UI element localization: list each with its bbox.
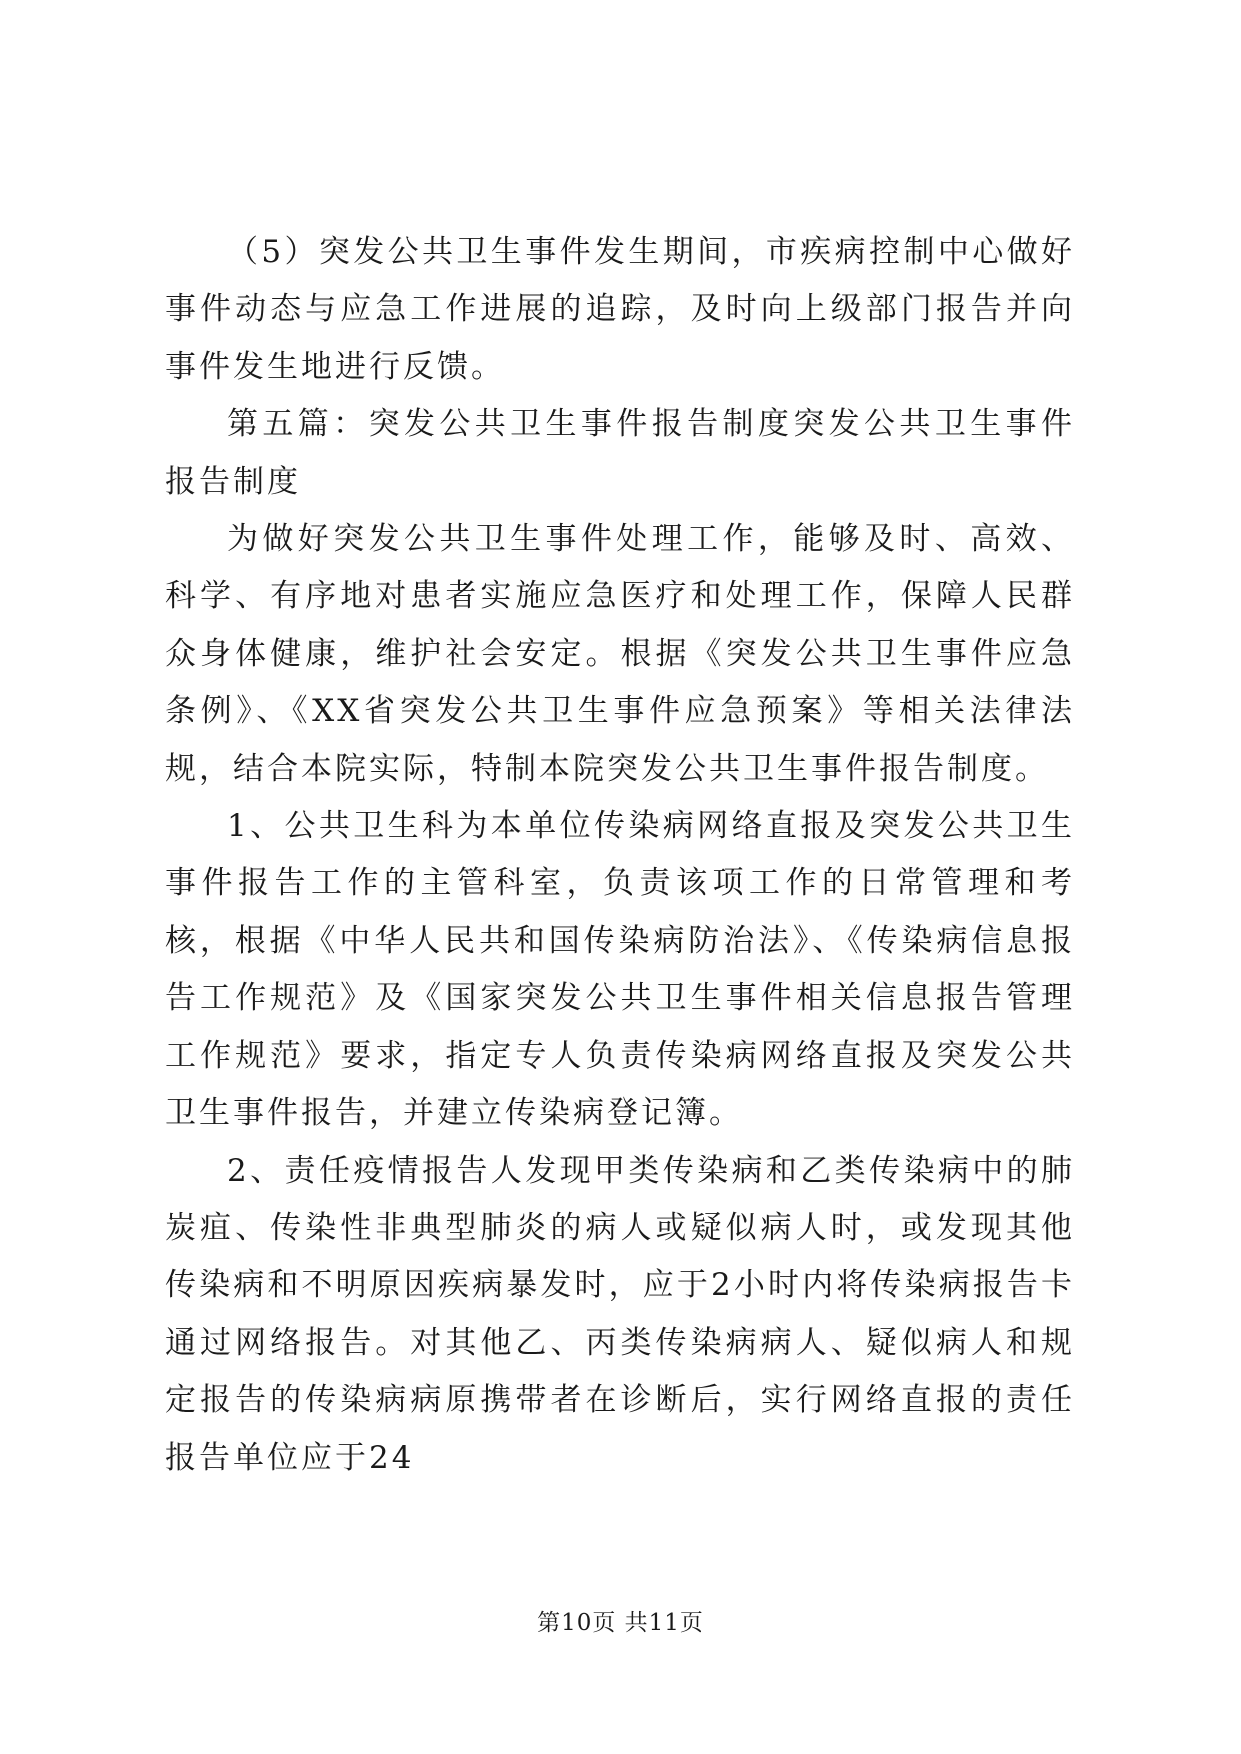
paragraph-item-1: 1、公共卫生科为本单位传染病网络直报及突发公共卫生事件报告工作的主管科室，负责该项工作的日常管理和考核，根据《中华人民共和国传染病防治法》、《传染病信息报告工作规范》及《国家突发公共卫生事件相关信息报告管理工作规范》要求，指定专人负责传染病网络直报及突发公共卫生事件报告，并建立传染病登记簿。 <box>165 808 1075 1132</box>
paragraph-item-2: 2、责任疫情报告人发现甲类传染病和乙类传染病中的肺炭疽、传染性非典型肺炎的病人或疑似病人时，或发现其他传染病和不明原因疾病暴发时，应于2小时内将传染病报告卡通过网络报告。对其他乙、丙类传染病病人、疑似病人和规定报告的传染病病原携带者在诊断后，实行网络直报的责任报告单位应于24 <box>165 1152 1075 1476</box>
paragraph-purpose: 为做好突发公共卫生事件处理工作，能够及时、高效、科学、有序地对患者实施应急医疗和处理工作，保障人民群众身体健康，维护社会安定。根据《突发公共卫生事件应急条例》、《XX省突发公共卫生事件应急预案》等相关法律法规，结合本院实际，特制本院突发公共卫生事件报告制度。 <box>165 521 1075 787</box>
page-footer: 第10页 共11页 <box>537 1610 704 1636</box>
paragraph-emergency-feedback: （5）突发公共卫生事件发生期间，市疾病控制中心做好事件动态与应急工作进展的追踪，及时向上级部门报告并向事件发生地进行反馈。 <box>165 234 1075 385</box>
document-body <box>165 224 1075 1487</box>
paragraph-chapter-five-title: 第五篇：突发公共卫生事件报告制度突发公共卫生事件报告制度 <box>165 406 1075 500</box>
